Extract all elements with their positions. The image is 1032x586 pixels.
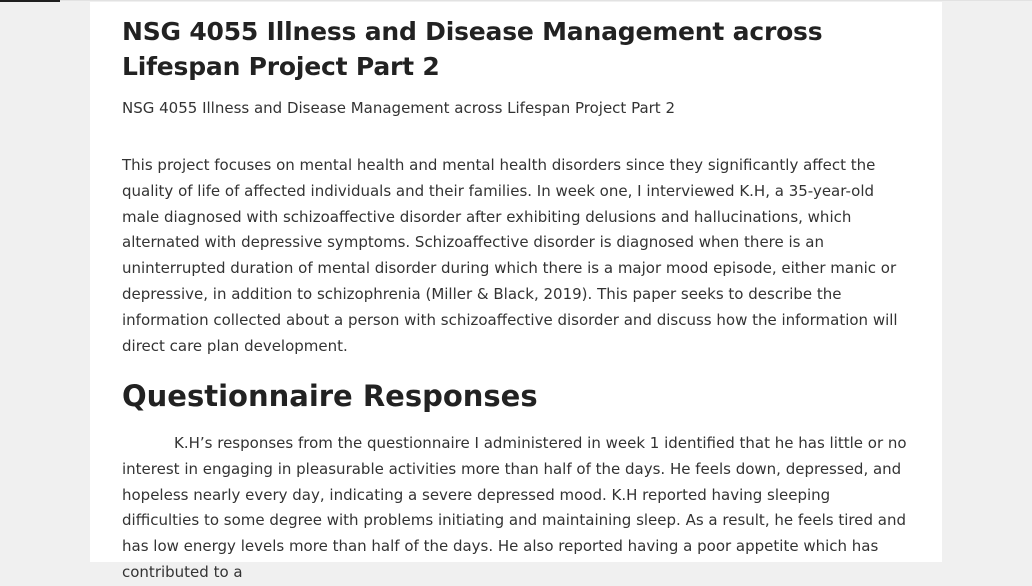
page-subtitle: NSG 4055 Illness and Disease Management across Lifespan Project Part 2: [122, 99, 676, 117]
content-card: [90, 2, 942, 581]
page-title: NSG 4055 Illness and Disease Management across Lifespan Project Part 2: [122, 17, 823, 81]
section-heading-questionnaire: Questionnaire Responses: [122, 379, 538, 413]
intro-paragraph: This project focuses on mental health and mental health disorders since they significantly affect the quality of life of affected individuals and their families. In week one, I interviewed K.H, a 35-year-old male diagnosed with schizoaffective disorder after exhibiting delusions and hallucinations, which alternated with depressive symptoms. Schizoaffective disorder is diagnosed when there is an uninterrupted duration of mental disorder during which there is a major mood episode, either manic or depressive, in addition to schizophrenia (Miller & Black, 2019). This paper seeks to describe the information collected about a person with schizoaffective disorder and discuss how the information will direct care plan development.: [122, 156, 898, 355]
window-top-border: [0, 0, 1032, 1]
questionnaire-paragraph: K.H’s responses from the questionnaire I administered in week 1 identified that he has little or no interest in engaging in pleasurable activities more than half of the days. He feels down, depressed, and hopeless nearly every day, indicating a severe depressed mood. K.H reported having sleeping difficulties to some degree with problems initiating and maintaining sleep. As a result, he feels tired and has low energy levels more than half of the days. He also reported having a poor appetite which has contributed to a: [122, 434, 907, 581]
top-accent-strip: [0, 0, 60, 2]
